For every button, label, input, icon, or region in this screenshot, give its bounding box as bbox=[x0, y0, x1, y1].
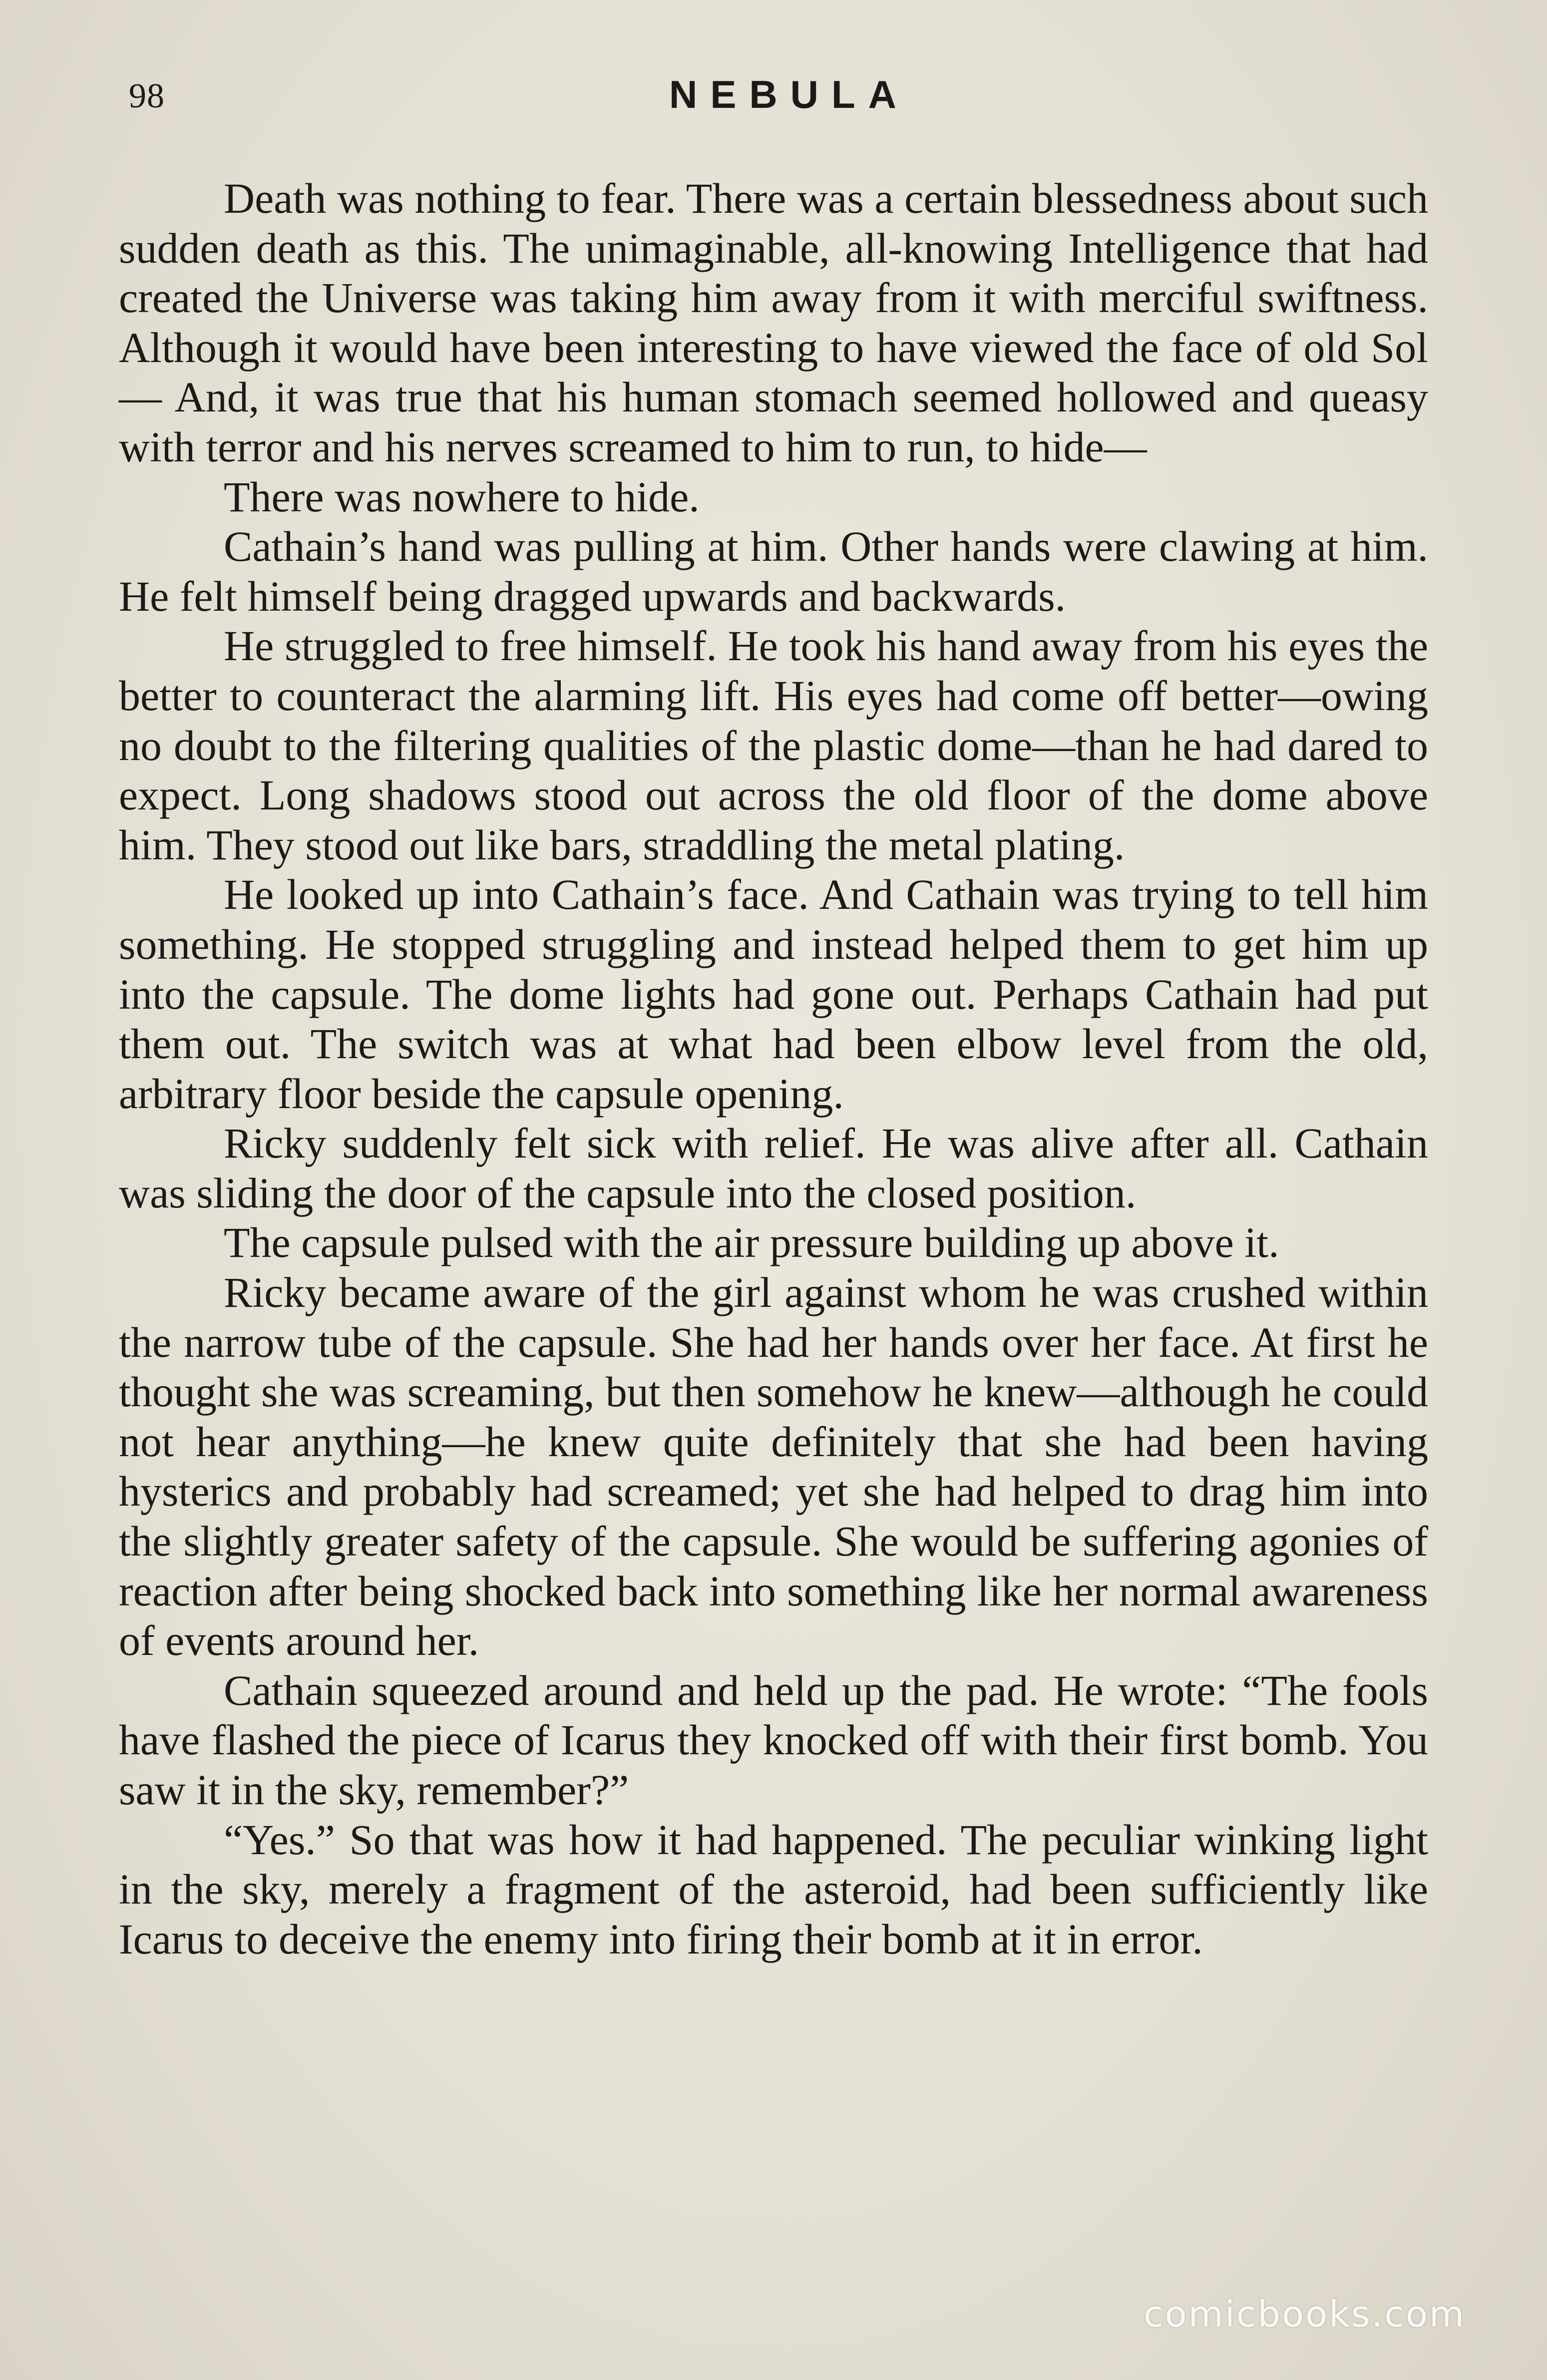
running-head: NEBULA bbox=[669, 72, 909, 116]
page-number: 98 bbox=[129, 77, 165, 115]
paragraph: Cathain squeezed around and held up the pad. He wrote: “The fools have flashed the piece of Icarus they knocked off with their first bomb. You saw it in the sky, remember?” bbox=[119, 1666, 1428, 1814]
paragraph: He looked up into Cathain’s face. And Cathain was trying to tell him something. He stopped struggling and instead helped them to get him up into the capsule. The dome lights had gone out. Perhaps Cathain had put them out. The switch was at what had been elbow level from the old, arbitrary floor beside the capsule opening. bbox=[119, 870, 1428, 1118]
paragraph: Ricky became aware of the girl against whom he was crushed within the narrow tube of the capsule. She had her hands over her face. At first he thought she was screaming, but then somehow he knew—although he could not hear anything—he knew quite definitely that she had been having hysterics and probably had screamed; yet she had helped to drag him into the slightly greater safety of the capsule. She would be suffering agonies of reaction after being shocked back into something like her normal awareness of events around her. bbox=[119, 1268, 1428, 1665]
paragraph: He struggled to free himself. He took his hand away from his eyes the better to counteract the alarming lift. His eyes had come off better—owing no doubt to the filtering qualities of the plastic dome—than he had dared to expect. Long shadows stood out across the old floor of the dome above him. They stood out like bars, straddling the metal plating. bbox=[119, 622, 1428, 869]
paragraph: There was nowhere to hide. bbox=[224, 472, 700, 521]
paragraph: Cathain’s hand was pulling at him. Other hands were clawing at him. He felt himself being dragged upwards and backwards. bbox=[119, 522, 1428, 620]
watermark: comicbooks.com bbox=[1144, 2293, 1466, 2335]
paragraph: Ricky suddenly felt sick with relief. He was alive after all. Cathain was sliding the door of the capsule into the closed position. bbox=[119, 1119, 1428, 1217]
paragraph: The capsule pulsed with the air pressure building up above it. bbox=[224, 1218, 1279, 1267]
body-text bbox=[119, 174, 1428, 1964]
paragraph: “Yes.” So that was how it had happened. The peculiar winking light in the sky, merely a fragment of the asteroid, had been sufficiently like Icarus to deceive the enemy into firing their bomb at it in error. bbox=[119, 1815, 1428, 1963]
paragraph: Death was nothing to fear. There was a certain blessedness about such sudden death as this. The unimaginable, all-knowing Intelligence that had created the Universe was taking him away from it with merciful swiftness. Although it would have been interesting to have viewed the face of old Sol— And, it was true that his human stomach seemed hollowed and queasy with terror and his nerves screamed to him to run, to hide— bbox=[119, 174, 1428, 471]
